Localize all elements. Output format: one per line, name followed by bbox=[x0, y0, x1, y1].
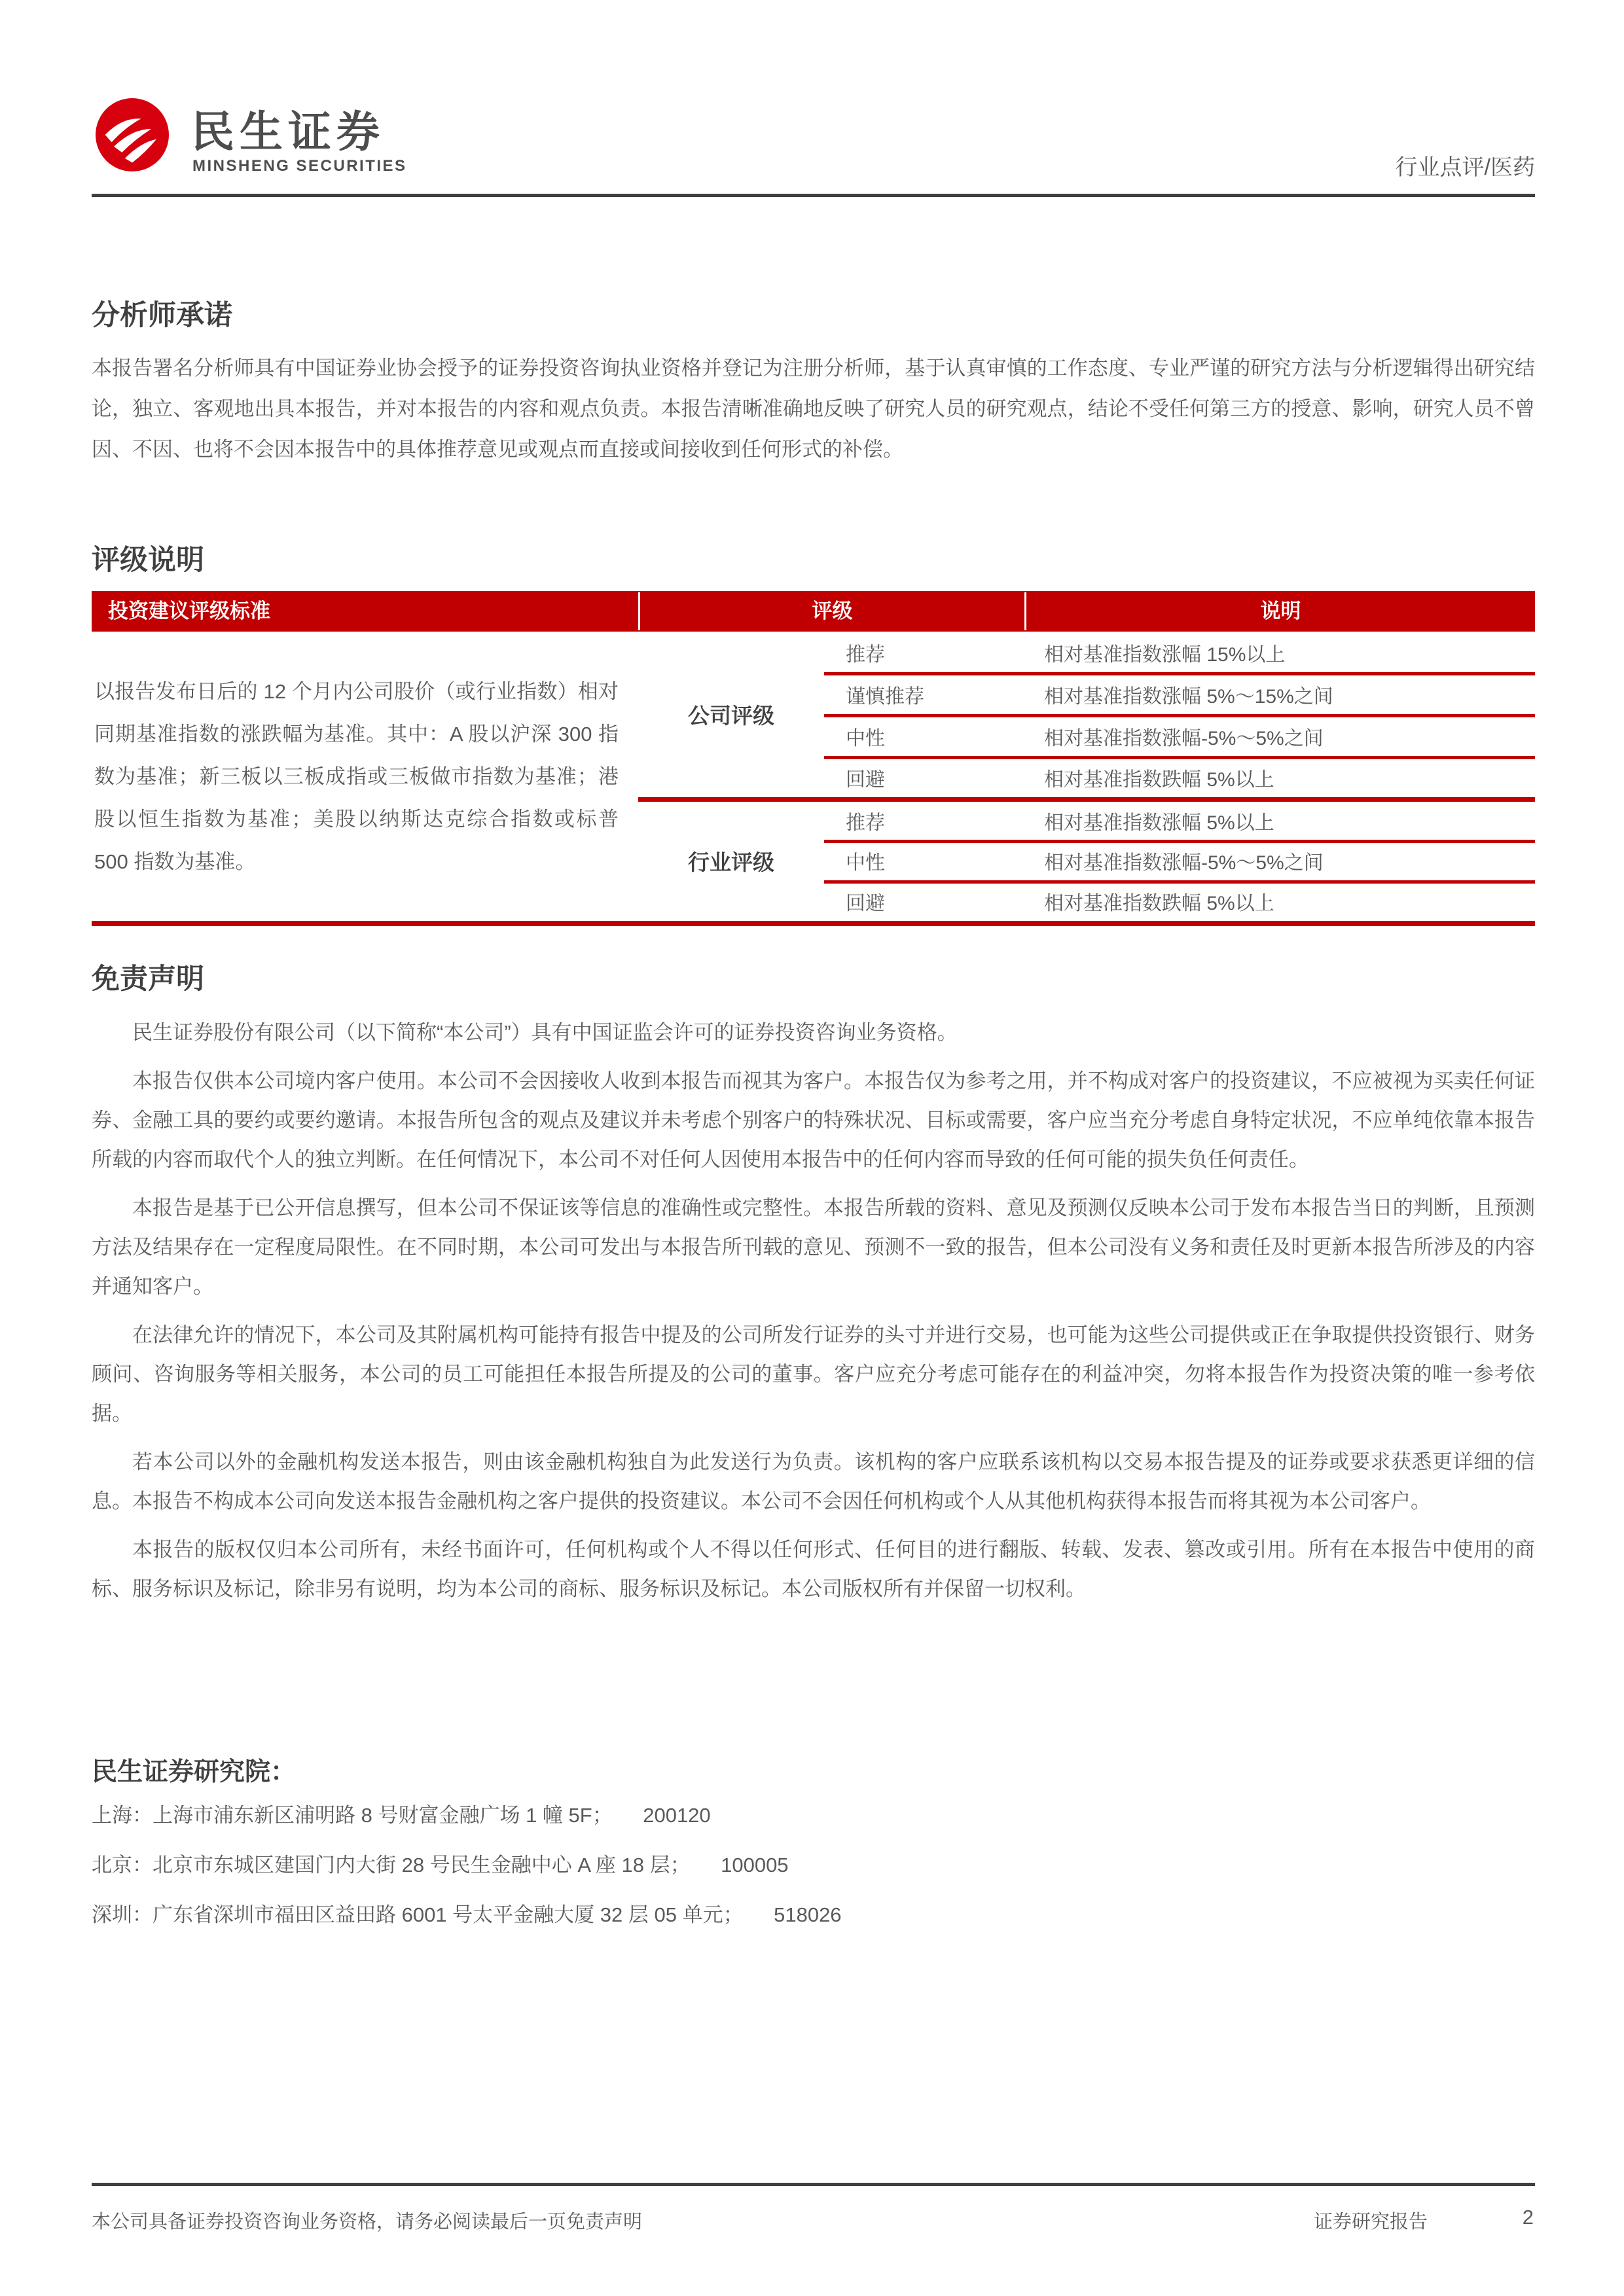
analyst-commitment-body: 本报告署名分析师具有中国证券业协会授予的证券投资咨询执业资格并登记为注册分析师，基于认真审慎的工作态度、专业严谨的研究方法与分析逻辑得出研究结论，独立、客观地出具本报告，并对本报告的内容和观点负责。本报告清晰准确地反映了研究人员的研究观点，结论不受任何第三方的授意、影响，研究人员不曾因、不因、也将不会因本报告中的具体推荐意见或观点而直接或间接收到任何形式的补偿。 bbox=[92, 357, 1535, 461]
header-col-separator bbox=[1024, 592, 1026, 630]
table-bottom-border bbox=[92, 921, 1535, 926]
institute-offices bbox=[92, 1791, 1535, 1940]
brand-name-cn: 民生证券 bbox=[191, 107, 385, 156]
col-header-criteria: 投资建议评级标准 bbox=[108, 600, 270, 622]
report-category: 行业点评/医药 bbox=[1395, 155, 1535, 180]
col-header-rating: 评级 bbox=[812, 600, 853, 622]
rating-section-title: 评级说明 bbox=[92, 545, 204, 576]
group-label-company: 公司评级 bbox=[688, 704, 774, 728]
table-row-desc: 相对基准指数跌幅 5%以上 bbox=[1044, 893, 1274, 914]
table-row-desc: 相对基准指数涨幅 5%～15%之间 bbox=[1044, 686, 1333, 708]
table-row-rating: 推荐 bbox=[846, 644, 885, 666]
col-header-description: 说明 bbox=[1260, 600, 1301, 622]
footer-divider bbox=[92, 2183, 1535, 2186]
office-shenzhen: 深圳：广东省深圳市福田区益田路 6001 号太平金融大厦 32 层 05 单元； 518026 bbox=[92, 1903, 842, 1926]
table-row-desc: 相对基准指数跌幅 5%以上 bbox=[1044, 768, 1274, 791]
disclaimer-paragraph: 本报告是基于已公开信息撰写，但本公司不保证该等信息的准确性或完整性。本报告所载的资料、意见及预测仅反映本公司于发布本报告当日的判断，且预测方法及结果存在一定程度局限性。在不同时期，本公司可发出与本报告所刊载的意见、预测不一致的报告，但本公司没有义务和责任及时更新本报告所涉及的内容并通知客户。 bbox=[92, 1196, 1535, 1298]
table-row-desc: 相对基准指数涨幅 15%以上 bbox=[1044, 644, 1286, 666]
rating-criteria-text: 以报告发布日后的 12 个月内公司股价（或行业指数）相对同期基准指数的涨跌幅为基准。其中：A 股以沪深 300 指数为基准；新三板以三板成指或三板做市指数为基准；港股以恒生指数为基准；美股以纳斯达克综合指数或标普 500 指数为基准。 bbox=[94, 679, 619, 873]
group-label-industry: 行业评级 bbox=[688, 850, 774, 874]
table-row-rating: 中性 bbox=[846, 852, 885, 874]
group-divider bbox=[638, 797, 1535, 802]
institute-title: 民生证券研究院： bbox=[92, 1758, 297, 1786]
table-row-rating: 回避 bbox=[846, 768, 885, 791]
disclaimer-paragraph: 在法律允许的情况下，本公司及其附属机构可能持有报告中提及的公司所发行证券的头寸并进行交易，也可能为这些公司提供或正在争取提供投资银行、财务顾问、咨询服务等相关服务，本公司的员工可能担任本报告所提及的公司的董事。客户应充分考虑可能存在的利益冲突，勿将本报告作为投资决策的唯一参考依据。 bbox=[92, 1323, 1535, 1425]
office-shanghai: 上海：上海市浦东新区浦明路 8 号财富金融广场 1 幢 5F； 200120 bbox=[92, 1804, 711, 1827]
disclaimer-paragraph: 本报告仅供本公司境内客户使用。本公司不会因接收人收到本报告而视其为客户。本报告仅为参考之用，并不构成对客户的投资建议，不应被视为买卖任何证券、金融工具的要约或要约邀请。本报告所包含的观点及建议并未考虑个别客户的特殊状况、目标或需要，客户应当充分考虑自身特定状况，不应单纯依靠本报告所载的内容而取代个人的独立判断。在任何情况下，本公司不对任何人因使用本报告中的任何内容而导致的任何可能的损失负任何责任。 bbox=[92, 1069, 1535, 1171]
disclaimer-body bbox=[92, 1013, 1535, 1618]
footer-disclaimer-note: 本公司具备证券投资咨询业务资格，请务必阅读最后一页免责声明 bbox=[92, 2212, 643, 2233]
office-beijing: 北京：北京市东城区建国门内大街 28 号民生金融中心 A 座 18 层； 100005 bbox=[92, 1854, 789, 1876]
table-row-desc: 相对基准指数涨幅-5%～5%之间 bbox=[1044, 852, 1324, 874]
minsheng-logo-icon bbox=[96, 98, 169, 171]
disclaimer-paragraph: 民生证券股份有限公司（以下简称“本公司”）具有中国证监会许可的证券投资咨询业务资格。 bbox=[132, 1021, 958, 1044]
disclaimer-title: 免责声明 bbox=[92, 963, 204, 995]
disclaimer-paragraph: 若本公司以外的金融机构发送本报告，则由该金融机构独自为此发送行为负责。该机构的客户应联系该机构以交易本报告提及的证券或要求获悉更详细的信息。本报告不构成本公司向发送本报告金融机构之客户提供的投资建议。本公司不会因任何机构或个人从其他机构获得本报告而将其视为本公司客户。 bbox=[92, 1450, 1535, 1513]
header-divider bbox=[92, 194, 1535, 197]
table-row-desc: 相对基准指数涨幅-5%～5%之间 bbox=[1044, 728, 1324, 749]
table-row-rating: 推荐 bbox=[846, 812, 885, 834]
table-row-rating: 中性 bbox=[846, 728, 885, 749]
table-row-rating: 谨慎推荐 bbox=[846, 686, 924, 708]
analyst-commitment-title: 分析师承诺 bbox=[92, 300, 232, 331]
table-row-desc: 相对基准指数涨幅 5%以上 bbox=[1044, 812, 1274, 834]
brand-name-en: MINSHENG SECURITIES bbox=[192, 157, 407, 175]
header-col-separator bbox=[638, 592, 640, 630]
rating-criteria-cell bbox=[92, 632, 638, 921]
rating-table bbox=[92, 591, 1535, 926]
page-number: 2 bbox=[1522, 2206, 1534, 2229]
table-row-rating: 回避 bbox=[846, 893, 885, 914]
footer-report-type: 证券研究报告 bbox=[1313, 2212, 1428, 2233]
disclaimer-paragraph: 本报告的版权仅归本公司所有，未经书面许可，任何机构或个人不得以任何形式、任何目的进行翻版、转载、发表、篡改或引用。所有在本报告中使用的商标、服务标识及标记，除非另有说明，均为本公司的商标、服务标识及标记。本公司版权所有并保留一切权利。 bbox=[92, 1538, 1535, 1600]
